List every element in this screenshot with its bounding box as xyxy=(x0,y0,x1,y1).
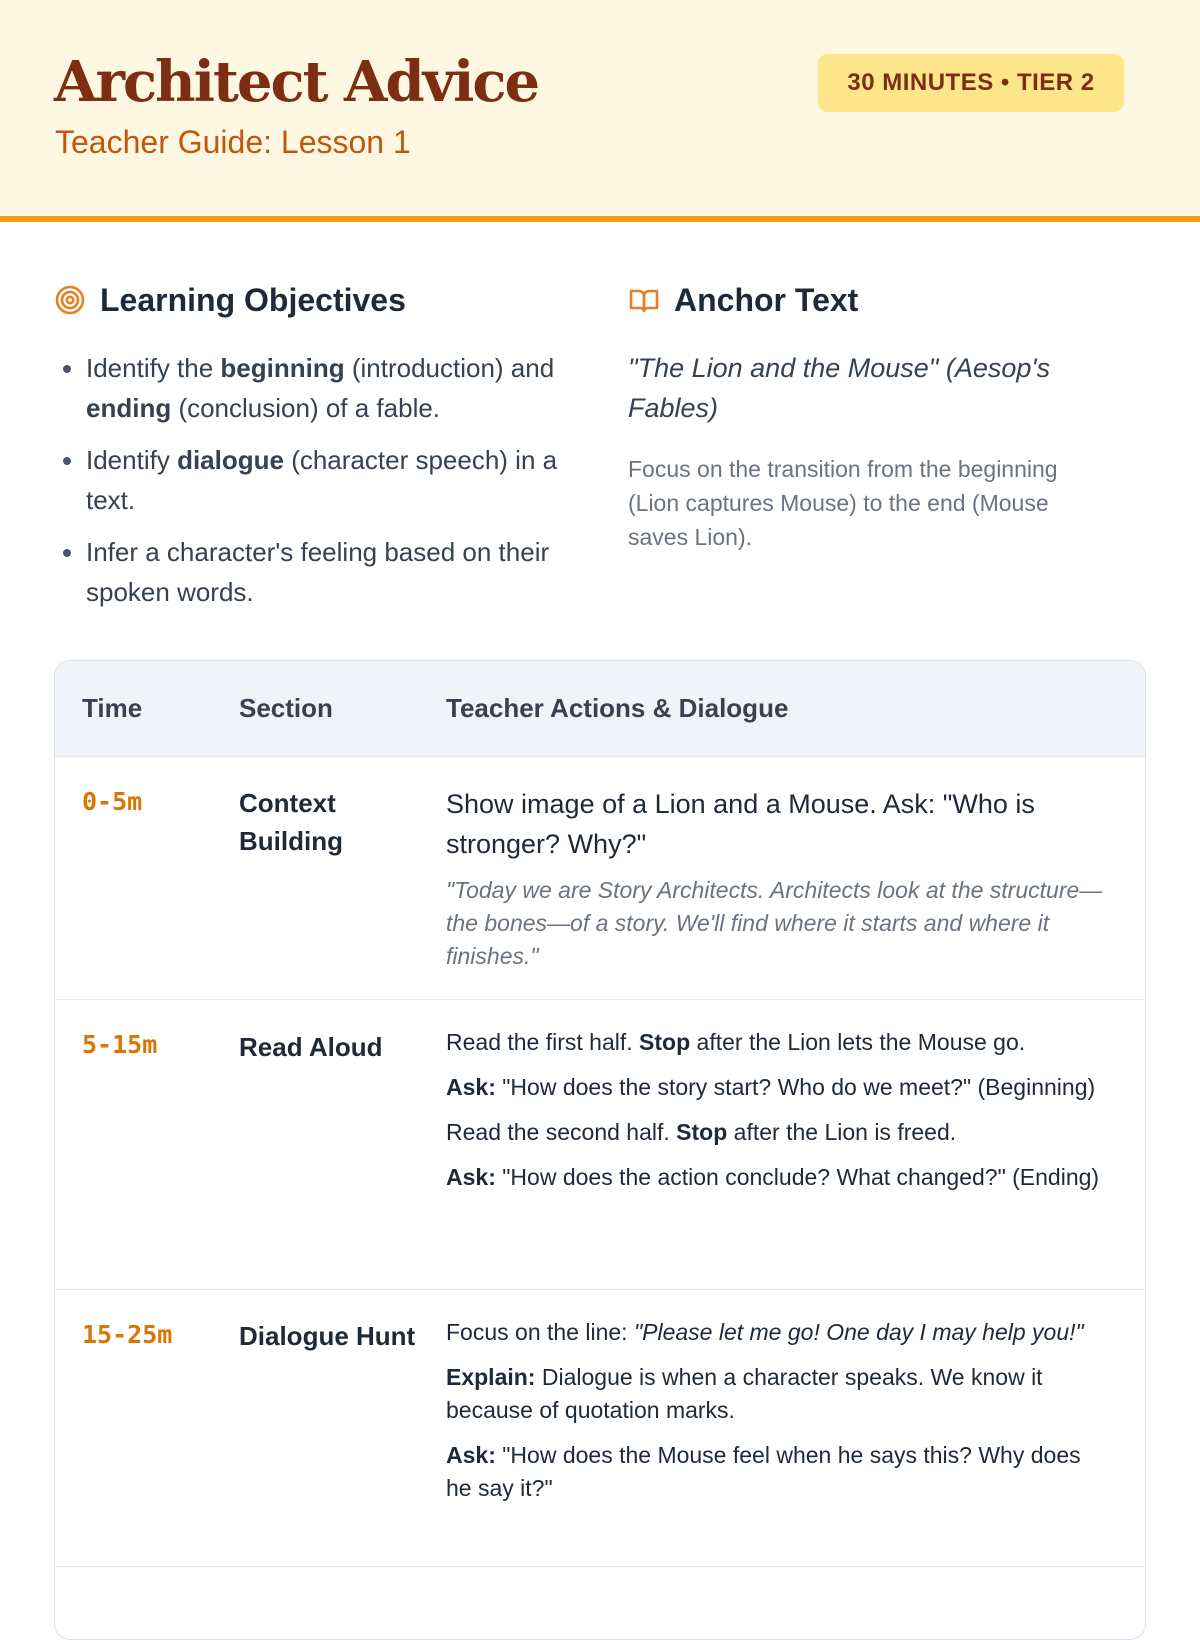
row-actions xyxy=(446,1316,1106,1517)
anchor-heading: Anchor Text xyxy=(674,281,859,318)
page-header xyxy=(0,0,1200,222)
action-text: Show image of a Lion and a Mouse. Ask: "Who is stronger? Why?" xyxy=(446,789,1035,859)
page-title: Architect Advice xyxy=(54,49,539,115)
anchor-text-note: Focus on the transition from the beginning (Lion captures Mouse) to the end (Mouse saves Lion). xyxy=(628,456,1058,550)
teacher-script-quote: "Today we are Story Architects. Architects look at the structure—the bones—of a story. We'll find where it starts and where it finishes." xyxy=(446,877,1103,969)
row-actions xyxy=(446,1026,1106,1206)
action-text: Ask: "How does the story start? Who do we meet?" (Beginning) xyxy=(446,1074,1096,1100)
column-header-time: Time xyxy=(82,693,143,723)
action-text: Ask: "How does the action conclude? What changed?" (Ending) xyxy=(446,1164,1100,1190)
column-header-section: Section xyxy=(239,693,333,723)
table-row xyxy=(55,1290,1145,1567)
action-text: Focus on the line: "Please let me go! One day I may help you!" xyxy=(446,1319,1084,1345)
action-text: Read the first half. Stop after the Lion lets the Mouse go. xyxy=(446,1029,1026,1055)
objectives-list xyxy=(54,348,574,612)
target-icon xyxy=(54,284,86,316)
objective-item: • Identify the beginning (introduction) and ending (conclusion) of a fable. xyxy=(86,348,574,428)
column-header-actions: Teacher Actions & Dialogue xyxy=(446,693,789,723)
row-actions xyxy=(446,784,1106,973)
learning-objectives xyxy=(54,280,574,624)
lesson-plan-table xyxy=(54,660,1146,1640)
table-row xyxy=(55,1000,1145,1290)
anchor-heading-row xyxy=(628,280,1108,320)
objectives-heading-row xyxy=(54,280,574,320)
page-subtitle: Teacher Guide: Lesson 1 xyxy=(55,124,411,160)
row-time: 0-5m xyxy=(82,787,143,816)
action-text: Read the second half. Stop after the Lion is freed. xyxy=(446,1119,957,1145)
overview-section xyxy=(0,222,1200,652)
anchor-text-title: "The Lion and the Mouse" (Aesop's Fables) xyxy=(628,353,1051,423)
row-section: Context Building xyxy=(239,788,343,856)
row-time: 15-25m xyxy=(82,1320,173,1349)
row-section: Read Aloud xyxy=(239,1032,383,1062)
row-section: Dialogue Hunt xyxy=(239,1321,416,1351)
duration-tier-badge: 30 MINUTES • TIER 2 xyxy=(818,54,1124,112)
objective-item: • Infer a character's feeling based on their spoken words. xyxy=(86,532,574,612)
action-text: Ask: "How does the Mouse feel when he says this? Why does he say it?" xyxy=(446,1442,1081,1501)
row-time: 5-15m xyxy=(82,1030,158,1059)
objective-item: • Identify dialogue (character speech) in a text. xyxy=(86,440,574,520)
table-row xyxy=(55,757,1145,1000)
objectives-heading: Learning Objectives xyxy=(100,281,406,318)
book-open-icon xyxy=(628,284,660,316)
anchor-text-section xyxy=(628,280,1108,554)
table-header xyxy=(55,661,1145,757)
action-text: Explain: Dialogue is when a character speaks. We know it because of quotation marks. xyxy=(446,1364,1043,1423)
